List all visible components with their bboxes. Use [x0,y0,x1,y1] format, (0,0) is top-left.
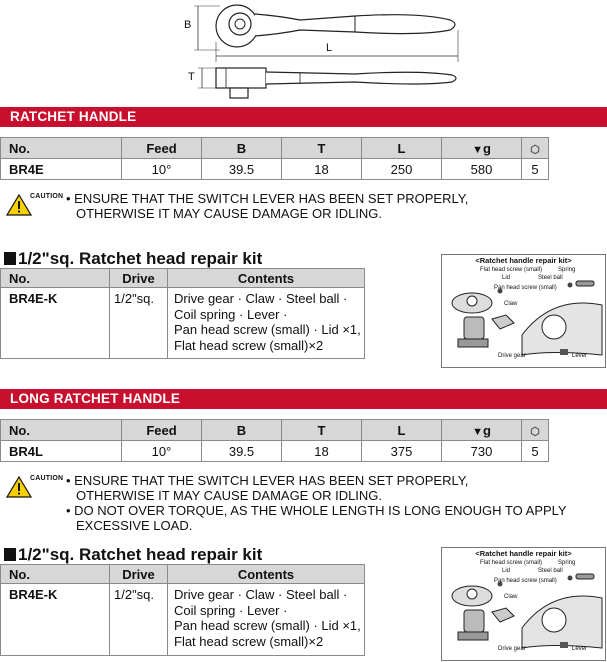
kit-title: 1/2"sq. Ratchet head repair kit [4,249,262,269]
package-icon: ⬡ [530,425,540,438]
kit-cell-drive: 1/2"sq. [110,584,168,656]
label-spring: Spring [558,267,576,273]
col-b: B [202,420,282,441]
cell-no: BR4L [1,441,122,462]
cell-b: 39.5 [202,159,282,180]
cell-qty: 5 [522,441,549,462]
kit-col-contents: Contents [168,269,365,288]
kit-cell-no: BR4E-K [1,584,110,656]
col-l: L [362,138,442,159]
caution-text: • ENSURE THAT THE SWITCH LEVER HAS BEEN SET PROPERLY, OTHERWISE IT MAY CAUSE DAMAGE OR IDLING. • DO NOT OVER TORQUE, AS THE WHOLE LENGTH IS LONG ENOUGH TO APPLY EXCESSIVE LOAD. [66,473,567,533]
kit-table [0,564,365,656]
cell-weight: 730 [442,441,522,462]
bullet-square [4,548,16,561]
label-lid: Lid [502,568,511,574]
section-header-ratchet-handle [0,107,607,127]
label-claw: Claw [504,301,518,307]
label-claw: Claw [504,594,518,600]
kit-col-no: No. [1,565,110,584]
section-header-long-ratchet-handle [0,389,607,409]
label-drive-gear: Drive gear [498,353,526,359]
table-row [1,288,365,359]
col-b: B [202,138,282,159]
table-row [1,441,549,462]
package-icon: ⬡ [530,143,540,156]
cell-b: 39.5 [202,441,282,462]
label-drive-gear: Drive gear [498,646,526,652]
col-feed: Feed [122,138,202,159]
col-no: No. [1,420,122,441]
table-row [1,159,549,180]
spec-table-long-ratchet-handle [0,419,549,462]
warning-icon [6,476,32,498]
caution-tag: CAUTION [30,475,64,482]
dim-label-t: T [188,71,195,83]
cell-qty: 5 [522,159,549,180]
kit-cell-drive: 1/2"sq. [110,288,168,359]
dim-label-l: L [326,42,333,54]
col-t: T [282,138,362,159]
kit-cell-contents: Drive gear · Claw · Steel ball · Coil spring · Lever · Pan head screw (small) · Lid ×1, Flat head screw (small)×2 [168,584,365,656]
cell-feed: 10° [122,159,202,180]
weight-icon: ▼ [472,425,483,438]
kit-table [0,268,365,359]
label-steel-ball: Steel ball [538,275,563,281]
bullet-square [4,252,16,265]
kit-header-row [1,565,365,584]
kit-cell-no: BR4E-K [1,288,110,359]
spec-table-ratchet-handle [0,137,549,180]
cell-weight: 580 [442,159,522,180]
table-header-row [1,420,549,441]
label-lever: Lever [572,646,588,652]
caution-tag: CAUTION [30,193,64,200]
col-t: T [282,420,362,441]
cell-l: 250 [362,159,442,180]
weight-icon: ▼ [472,143,483,156]
kit-header-row [1,269,365,288]
label-pan-head-screw: Pan head screw (small) [494,285,557,291]
table-row [1,584,365,656]
caution-text: • ENSURE THAT THE SWITCH LEVER HAS BEEN SET PROPERLY, OTHERWISE IT MAY CAUSE DAMAGE OR IDLING. [66,191,469,221]
section-title: RATCHET HANDLE [10,109,137,124]
kit-col-drive: Drive [110,269,168,288]
col-l: L [362,420,442,441]
label-lid: Lid [502,275,511,281]
col-qty [522,420,549,441]
col-feed: Feed [122,420,202,441]
col-qty [522,138,549,159]
label-lever: Lever [572,353,588,359]
col-weight: ▼g [442,420,522,441]
label-spring: Spring [558,560,576,566]
cell-t: 18 [282,441,362,462]
warning-icon [6,194,32,216]
kit-title: 1/2"sq. Ratchet head repair kit [4,545,262,565]
kit-cell-contents: Drive gear · Claw · Steel ball · Coil spring · Lever · Pan head screw (small) · Lid ×1, Flat head screw (small)×2 [168,288,365,359]
dim-label-b: B [184,19,192,31]
kit-illustration: <Ratchet handle repair kit> Flat head screw (small) Spring Lid Steel ball Pan head screw (small) Claw Drive gear Lever [441,254,606,368]
kit-col-drive: Drive [110,565,168,584]
section-title: LONG RATCHET HANDLE [10,391,181,406]
kit-illustration: <Ratchet handle repair kit> Flat head screw (small) Spring Lid Steel ball Pan head screw (small) Claw Drive gear Lever [441,547,606,661]
label-pan-head-screw: Pan head screw (small) [494,578,557,584]
kit-col-contents: Contents [168,565,365,584]
label-flat-head-screw: Flat head screw (small) [480,560,543,566]
cell-t: 18 [282,159,362,180]
kit-col-no: No. [1,269,110,288]
cell-l: 375 [362,441,442,462]
label-flat-head-screw: Flat head screw (small) [480,267,543,273]
cell-no: BR4E [1,159,122,180]
table-header-row [1,138,549,159]
cell-feed: 10° [122,441,202,462]
dimension-drawing [180,2,480,102]
col-weight: ▼g [442,138,522,159]
col-no: No. [1,138,122,159]
label-steel-ball: Steel ball [538,568,563,574]
